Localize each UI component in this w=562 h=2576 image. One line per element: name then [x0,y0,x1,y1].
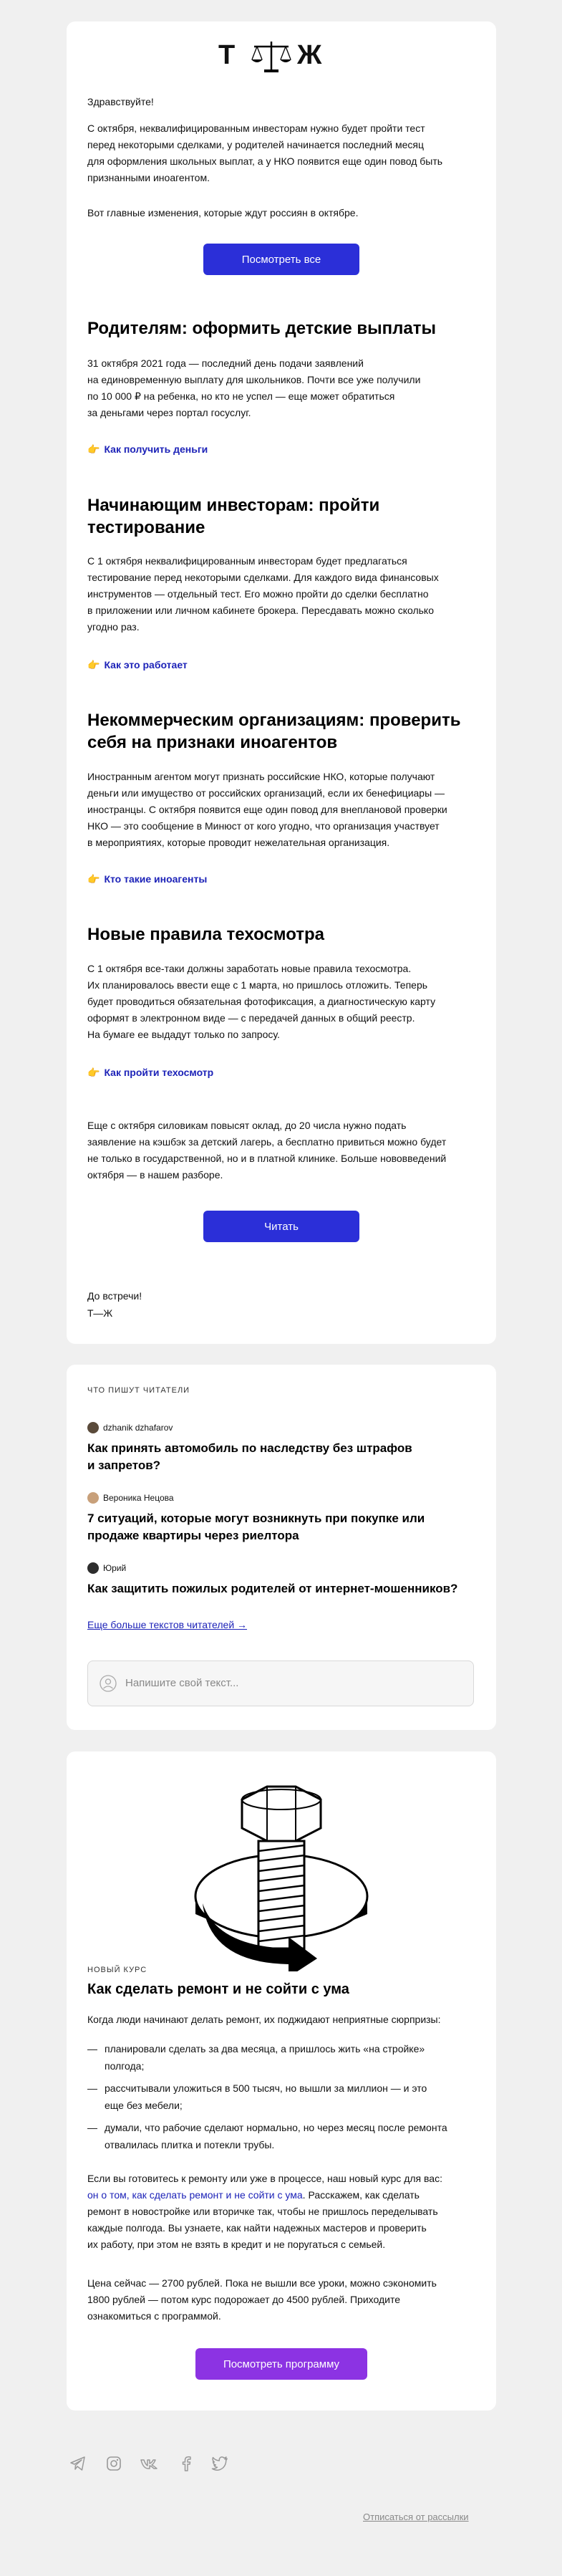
section-text-investors: С 1 октября неквалифицированным инвесторам будет предлагаться тестирование перед некоторыми сделками. Для каждого вида финансовых инструментов — отдельный тест. Его можно пройти до сделки бесплатно в приложении или личном кабинете брокера. Пересдавать можно сколько угодно раз. [87,555,439,633]
telegram-icon[interactable] [69,2455,87,2472]
more-reader-texts-link[interactable]: Еще больше текстов читателей → [87,1619,248,1630]
pointing-hand-icon: 👉 [87,873,100,885]
course-paragraph: Если вы готовитесь к ремонту или уже в процессе, наш новый курс для вас: он о том, как сделать ремонт и не сойти с ума. Расскажем, как сделать ремонт в новостройке или вторичке так, чтобы не пришлось переделывать каждые полгода. Вы узнаете, как найти надежных мастеров и проверить их работу, при этом не взять в кредит и не поругаться с семьей. [87,2173,442,2250]
section-title-parents: Родителям: оформить детские выплаты [87,319,436,338]
unsubscribe-link[interactable]: Отписаться от рассылки [363,2512,469,2522]
twitter-icon[interactable] [210,2455,229,2472]
readers-label: ЧТО ПИШУТ ЧИТАТЕЛИ [87,1386,190,1395]
tzh-logo[interactable] [218,39,344,74]
section-text-nko: Иностранным агентом могут признать российские НКО, которые получают деньги или имущество от российских организаций, если их бенефициары — иностранцы. С октября появится еще один повод для внеплановой проверки НКО — это сообщение в Минюст от кого угодно, что организация участвует в мероприятиях, которые проводит нежелательная организация. [87,771,447,848]
pointing-hand-icon: 👉 [87,1067,100,1078]
link-foreign-agents[interactable] [87,872,207,886]
outro-paragraph: Еще с октября силовикам повысят оклад, до 20 числа нужно подать заявление на кэшбэк за детский лагерь, а бесплатно привиться можно будет не только в государственной, но и в платной клинике. Больше нововведений октября — в нашем разборе. [87,1120,447,1181]
view-all-button[interactable]: Посмотреть все [203,244,359,275]
link-how-it-works[interactable] [87,658,188,672]
reader-author[interactable] [87,1491,174,1504]
scales-icon [250,39,293,74]
write-text-input[interactable] [87,1661,474,1706]
author-name: Юрий [103,1563,127,1573]
link-label: Как это работает [104,659,188,671]
intro-lead: Вот главные изменения, которые ждут россиян в октябре. [87,207,359,218]
logo-letter-zh: Ж [297,40,322,70]
author-name: Вероника Нецова [103,1493,174,1503]
input-placeholder: Напишите свой текст... [125,1677,239,1689]
bolt-illustration [174,1771,389,1971]
link-label: Кто такие иноагенты [104,873,208,885]
link-get-money[interactable] [87,442,208,456]
instagram-icon[interactable] [105,2455,122,2472]
view-program-button[interactable]: Посмотреть программу [195,2348,367,2380]
author-name: dzhanik dzhafarov [103,1423,173,1433]
link-label: Как получить деньги [104,443,208,455]
section-text-inspection: С 1 октября все-таки должны заработать новые правила техосмотра. Их планировалось ввести еще с 1 марта, но пришлось отложить. Теперь будет проводиться обязательная фотофиксация, а диагностическую карту оформят в электронном виде — с передачей данных в общий реестр. На бумаге ее выдадут только по запросу. [87,963,436,1040]
avatar [87,1562,99,1574]
reader-author[interactable] [87,1562,126,1575]
greeting: Здравствуйте! [87,96,154,107]
section-text-parents: 31 октября 2021 года — последний день подачи заявлений на единовременную выплату для школьников. Почти все уже получили по 10 000 ₽ на ребенка, но кто не успел — еще может обратиться за деньгами через портал госуслуг. [87,357,421,418]
course-title: Как сделать ремонт и не сойти с ума [87,1981,349,1997]
link-inspection[interactable] [87,1065,213,1080]
reader-author[interactable] [87,1421,173,1434]
link-label: Как пройти техосмотр [104,1067,214,1078]
vk-icon[interactable] [140,2455,160,2472]
avatar [87,1492,99,1504]
section-title-investors: Начинающим инвесторам: пройти тестирование [87,496,380,537]
course-label: НОВЫЙ КУРС [87,1966,147,1974]
intro-paragraph: С октября, неквалифицированным инвесторам нужно будет пройти тест перед некоторыми сделками, у родителей начинается последний месяц для оформления школьных выплат, а у НКО появится еще один повод быть признанными иноагентом. [87,122,443,183]
reader-article-title[interactable]: 7 ситуаций, которые могут возникнуть при покупке или продаже квартиры через риелтора [87,1512,425,1542]
user-icon [100,1675,117,1692]
signature: Т—Ж [87,1307,113,1319]
section-title-inspection: Новые правила техосмотра [87,925,325,944]
course-intro: Когда люди начинают делать ремонт, их поджидают неприятные сюрпризы: [87,2014,441,2025]
avatar [87,1422,99,1433]
read-button[interactable]: Читать [203,1211,359,1242]
reader-article-title[interactable]: Как принять автомобиль по наследству без штрафов и запретов? [87,1441,412,1472]
course-price-paragraph: Цена сейчас — 2700 рублей. Пока не вышли все уроки, можно сэкономить 1800 рублей — потом курс подорожает до 4500 рублей. Приходите ознакомиться с программой. [87,2277,437,2322]
reader-article-title[interactable]: Как защитить пожилых родителей от интернет-мошенников? [87,1582,458,1595]
logo-letter-t: Т [218,40,236,70]
course-link[interactable]: он о том, как сделать ремонт и не сойти с ума [87,2189,303,2201]
farewell: До встречи! [87,1290,142,1302]
pointing-hand-icon: 👉 [87,659,100,671]
section-title-nko: Некоммерческим организациям: проверить себя на признаки иноагентов [87,711,461,752]
facebook-icon[interactable] [178,2455,195,2472]
pointing-hand-icon: 👉 [87,443,100,455]
